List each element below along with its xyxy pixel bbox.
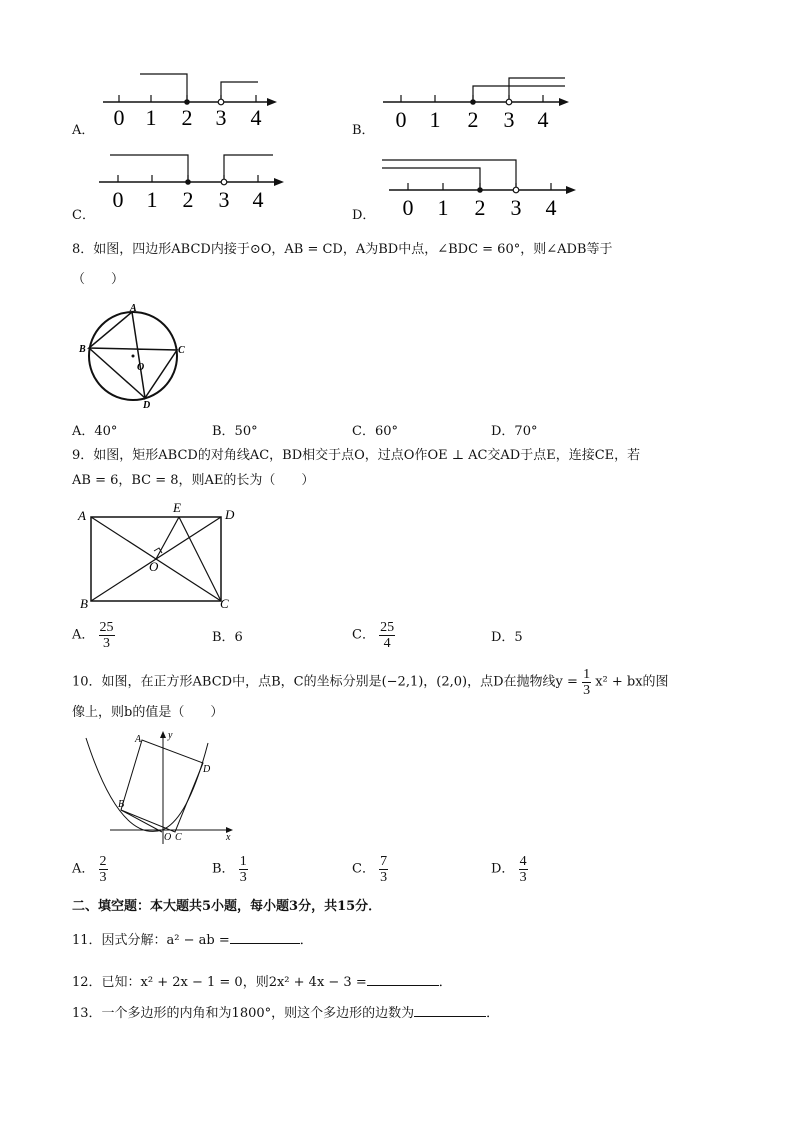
q7-numberline-c	[95, 148, 295, 212]
q9-stem-line2: AB = 6，BC = 8，则AE的长为（ ）	[72, 473, 315, 488]
point-label-c: C	[178, 345, 185, 356]
axis-label-x: x	[226, 832, 231, 843]
point-label-a: A	[130, 303, 137, 314]
point-label-o: O	[137, 362, 145, 373]
q7-numberline-d	[377, 152, 587, 218]
tick-label-4: 4	[250, 105, 262, 130]
tick-label-4: 4	[545, 195, 557, 218]
tick-label-0: 0	[395, 107, 407, 130]
q8-option-b: B．50°	[212, 424, 258, 439]
point-label-o: O	[149, 559, 159, 574]
q7-numberline-b	[377, 68, 587, 130]
q8-option-d: D．70°	[491, 424, 538, 439]
q10-option-c: C． $\frac{7}{3}$	[352, 854, 388, 885]
tick-label-0: 0	[112, 187, 124, 212]
point-label-d: D	[143, 400, 151, 411]
q10-option-b: B． $\frac{1}{3}$	[212, 854, 247, 885]
section-heading: 二、填空题：本大题共5小题，每小题3分，共15分．	[72, 899, 382, 914]
point-label-e: E	[173, 500, 181, 515]
q10-option-d: D． $\frac{4}{3}$	[491, 854, 527, 885]
q9-option-a: A． $\frac{25}{3}$	[72, 620, 114, 651]
q12-line: 12．已知：x² + 2x − 1 = 0，则2x² + 4x − 3 = ．	[72, 975, 452, 990]
tick-label-4: 4	[252, 187, 264, 212]
q7-option-a-label: A．	[72, 123, 95, 138]
tick-label-2: 2	[474, 195, 486, 218]
point-label-a: A	[78, 508, 86, 523]
q8-option-c: C．60°	[352, 424, 398, 439]
q10-stem-line1: 10．如图，在正方形ABCD中，点B，C的坐标分别是(−2,1)，(2,0)，点D在抛物线y = $\frac{1}{3}$ x² + bx的图	[72, 667, 669, 698]
point-label-a: A	[135, 734, 142, 745]
q7-option-c-label: C．	[72, 208, 95, 223]
q9-option-d: D．5	[491, 630, 523, 645]
tick-label-2: 2	[181, 105, 193, 130]
point-label-o: O	[164, 832, 172, 843]
q8-stem-line1: 8．如图，四边形ABCD内接于⊙O，AB = CD，A为BD中点，∠BDC = 60°，则∠ADB等于	[72, 242, 613, 257]
q7-option-b-label: B．	[352, 123, 375, 138]
q8-circle-figure	[75, 300, 195, 415]
q8-option-a: A．40°	[72, 424, 118, 439]
tick-label-3: 3	[215, 105, 227, 130]
q10-parabola-figure	[80, 728, 245, 848]
point-label-c: C	[220, 596, 229, 611]
q10-option-a: A． $\frac{2}{3}$	[72, 854, 107, 885]
tick-label-1: 1	[146, 187, 158, 212]
tick-label-2: 2	[467, 107, 479, 130]
point-label-d: D	[203, 764, 211, 775]
tick-label-1: 1	[145, 105, 157, 130]
point-label-b: B	[118, 799, 125, 810]
point-label-b: B	[80, 596, 88, 611]
tick-label-0: 0	[402, 195, 414, 218]
tick-label-1: 1	[429, 107, 441, 130]
q11-line: 11．因式分解：a² − ab = ．	[72, 933, 313, 948]
axis-label-y: y	[168, 730, 173, 741]
tick-label-2: 2	[182, 187, 194, 212]
point-label-b: B	[79, 344, 86, 355]
tick-label-3: 3	[510, 195, 522, 218]
tick-label-0: 0	[113, 105, 125, 130]
tick-label-3: 3	[218, 187, 230, 212]
q7-numberline-a	[95, 68, 285, 130]
q9-option-c: C． $\frac{25}{4}$	[352, 620, 395, 651]
point-label-d: D	[225, 507, 235, 522]
tick-label-4: 4	[537, 107, 549, 130]
q9-rectangle-figure	[74, 500, 249, 612]
q9-stem-line1: 9．如图，矩形ABCD的对角线AC，BD相交于点O，过点O作OE ⊥ AC交AD于点E，连接CE，若	[72, 448, 641, 463]
q9-option-b: B．6	[212, 630, 243, 645]
tick-label-1: 1	[437, 195, 449, 218]
q7-option-d-label: D．	[352, 208, 376, 223]
tick-label-3: 3	[503, 107, 515, 130]
q10-stem-line2: 像上，则b的值是（ ）	[72, 705, 224, 720]
point-label-c: C	[175, 832, 182, 843]
q8-stem-line2: （ ）	[72, 272, 125, 287]
q13-line: 13．一个多边形的内角和为1800°，则这个多边形的边数为 ．	[72, 1006, 500, 1021]
